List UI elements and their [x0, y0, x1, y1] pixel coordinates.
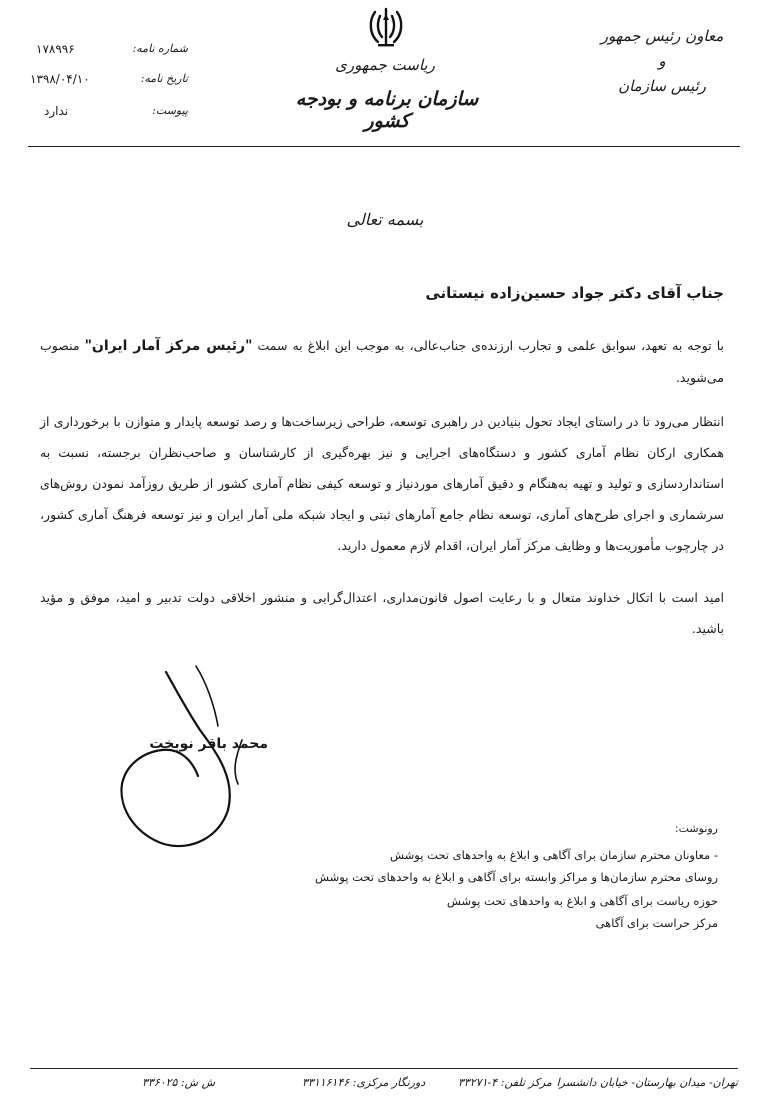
paragraph-expectations: انتظار می‌رود تا در راستای ایجاد تحول بنیادین در راهبری توسعه، طراحی زیرساخت‌ها و رصد توسعه پایدار و متوازن با برخورداری از همکاری ارکان نظام آماری کشور و دستگاه‌های اجرایی و نیز بهره‌گیری از کارشناسان و صاحب‌نظران برجسته، نسبت به استانداردسازی و تولید و تهیه به‌هنگام و دقیق آمارهای موردنیاز و توسعه کیفی نظام آماری کشور از طریق روزآمد نمودن روش‌های سرشماری و اجرای طرح‌های آماری، توسعه نظام جامع آمارهای ثبتی و ایجاد شبکه ملی آمار ایران و نیز توسعه فرهنگ آماری کشور، در چارچوب مأموریت‌ها و وظایف مرکز آمار ایران، اقدام لازم معمول دارید.	[40, 414, 724, 553]
signatory-name: محمد باقر نوبخت	[149, 736, 268, 752]
paragraph-closing: امید است با اتکال خداوند متعال و با رعایت اصول قانون‌مداری، اعتدال‌گرایی و منشور اخلاقی دولت تدبیر و امید، موفق و مؤید باشید.	[40, 590, 724, 636]
organization-name: سازمان برنامه و بودجه کشور	[295, 88, 479, 132]
cc-item: - معاونان محترم سازمان برای آگاهی و ابلاغ به واحدهای تحت پوشش	[389, 848, 718, 862]
deputy-title-line3: رئیس سازمان	[618, 77, 706, 95]
footer-address: تهران- میدان بهارستان- خیابان دانشسرا	[556, 1076, 738, 1089]
deputy-title-line2: و	[658, 52, 666, 70]
presidency-title: ریاست جمهوری	[335, 56, 435, 74]
letter-date-label: تاریخ نامه:	[140, 72, 188, 85]
attachment-label: پیوست:	[152, 104, 188, 117]
paragraph-appointment-text-a: با توجه به تعهد، سوابق علمی و تجارب ارزنده‌ی جناب‌عالی، به موجب این ابلاغ به سمت	[252, 338, 724, 353]
cc-item: روسای محترم سازمان‌ها و مراکز وابسته برای آگاهی و ابلاغ به واحدهای تحت پوشش	[315, 870, 718, 884]
footer-phone: مرکز تلفن: ۴-۳۳۲۷۱	[458, 1076, 552, 1089]
cc-item: مرکز حراست برای آگاهی	[595, 916, 718, 930]
attachment-value: ندارد	[44, 104, 69, 118]
paragraph-appointment-text-c: منصوب می‌شوید.	[40, 338, 724, 385]
letter-number-label: شماره نامه:	[132, 42, 188, 55]
paragraph-appointment	[40, 330, 724, 393]
iran-emblem-icon	[366, 6, 406, 48]
header-divider	[28, 146, 740, 147]
letter-number-value: ۱۷۸۹۹۶	[36, 42, 75, 56]
cc-item: حوزه ریاست برای آگاهی و ابلاغ به واحدهای تحت پوشش	[446, 894, 718, 908]
footer-postal-code: ش ش: ۳۳۶۰۲۵	[142, 1076, 216, 1089]
bismillah-heading: بسمه تعالی	[346, 210, 424, 229]
footer-fax: دورنگار مرکزی: ۳۳۱۱۶۱۴۶	[302, 1076, 426, 1089]
deputy-title-line1: معاون رئیس جمهور	[600, 27, 724, 45]
footer-divider	[30, 1068, 738, 1069]
deputy-title	[592, 20, 732, 102]
cc-title: رونوشت:	[674, 822, 718, 835]
appointment-position: "رئیس مرکز آمار ایران"	[84, 338, 253, 354]
signature-scribble	[96, 660, 296, 860]
letter-date-value: ۱۳۹۸/۰۴/۱۰	[30, 72, 90, 86]
recipient-name: جناب آقای دکتر جواد حسین‌زاده نیستانی	[425, 284, 724, 302]
